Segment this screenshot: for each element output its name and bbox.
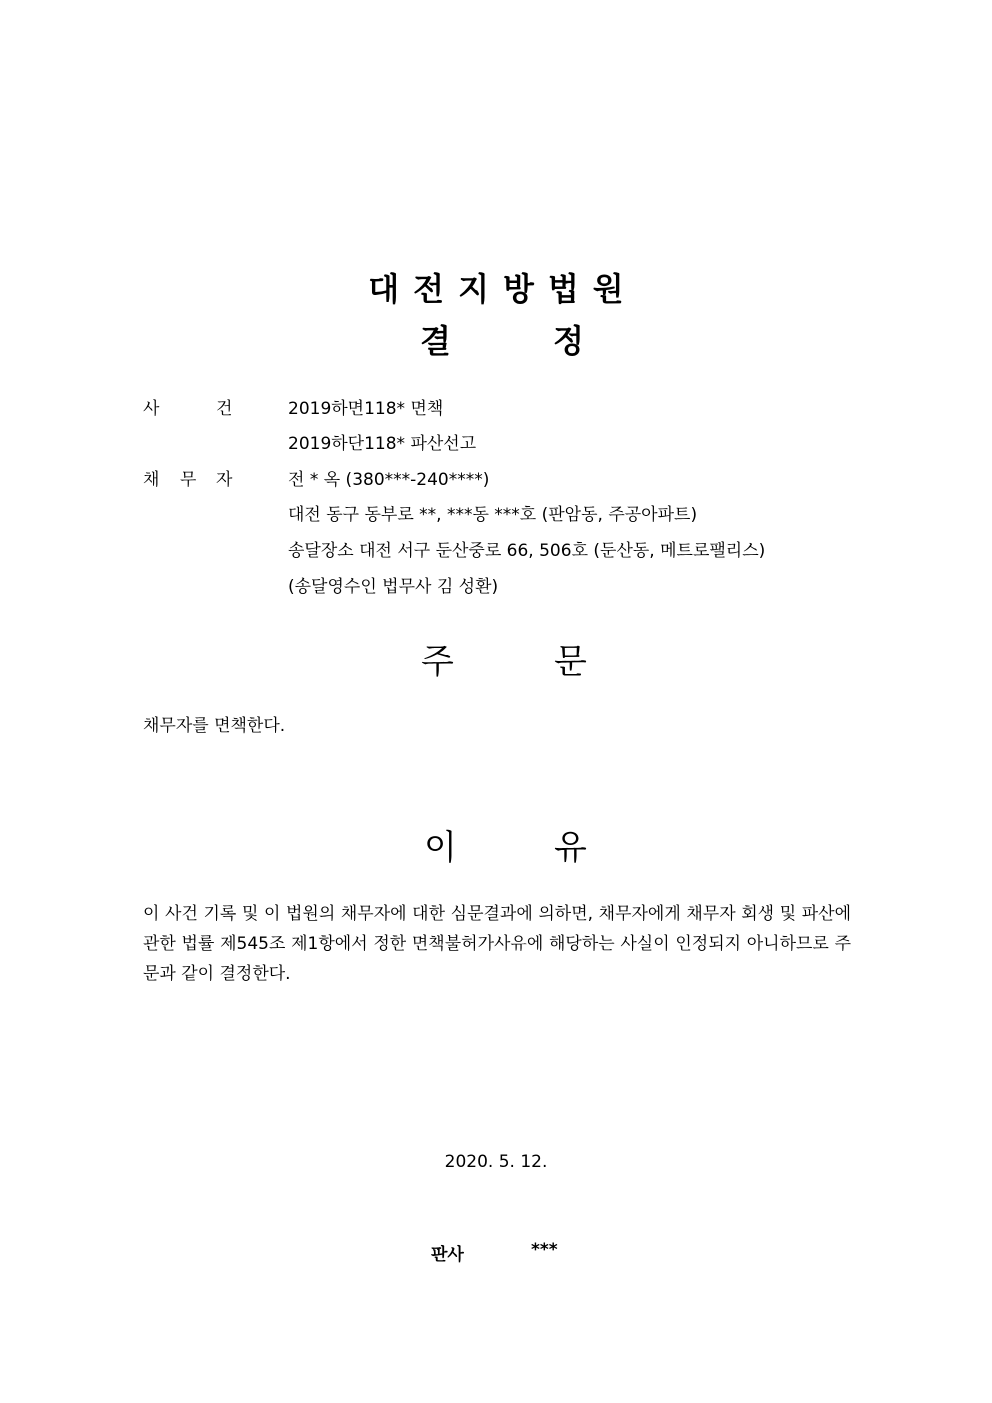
reason-heading-char-1: 이 (424, 828, 457, 868)
debtor-label-char-1: 채 (143, 470, 160, 490)
judge-title: 판사 (431, 1245, 464, 1265)
case-number: 2019하단118* 파산선고 (288, 434, 477, 454)
order-text: 채무자를 면책한다. (143, 716, 286, 736)
reason-text: 이 사건 기록 및 이 법원의 채무자에 대한 심문결과에 의하면, 채무자에게 채무자 회생 및 파산에 관한 법률 제545조 제1항에서 정한 면책불허가사유에 해당하는 사실이 인정되지 아니하므로 주문과 같이 결정한다. (143, 904, 851, 984)
order-heading-char-2: 문 (554, 642, 587, 682)
case-label-char-2: 건 (216, 399, 233, 419)
debtor-label-char-2: 무 (180, 470, 197, 490)
document-title-char-2: 정 (553, 322, 584, 360)
reason-heading-char-2: 유 (554, 828, 587, 868)
order-heading-char-1: 주 (421, 642, 454, 682)
debtor-label-char-3: 자 (216, 470, 233, 490)
debtor-service-recipient: (송달영수인 법무사 김 성환) (288, 577, 499, 597)
document-title-char-1: 결 (420, 322, 451, 360)
judge-name: *** (531, 1240, 558, 1260)
decision-date: 2020. 5. 12. (444, 1152, 548, 1172)
case-number: 2019하면118* 면책 (288, 399, 444, 419)
debtor-address: 대전 동구 동부로 **, ***동 ***호 (판암동, 주공아파트) (288, 505, 698, 525)
case-label-char-1: 사 (143, 399, 160, 419)
debtor-service-address: 송달장소 대전 서구 둔산중로 66, 506호 (둔산동, 메트로팰리스) (288, 541, 766, 561)
debtor-name: 전 * 옥 (380***-240****) (288, 470, 490, 490)
court-name: 대전지방법원 (368, 270, 638, 308)
